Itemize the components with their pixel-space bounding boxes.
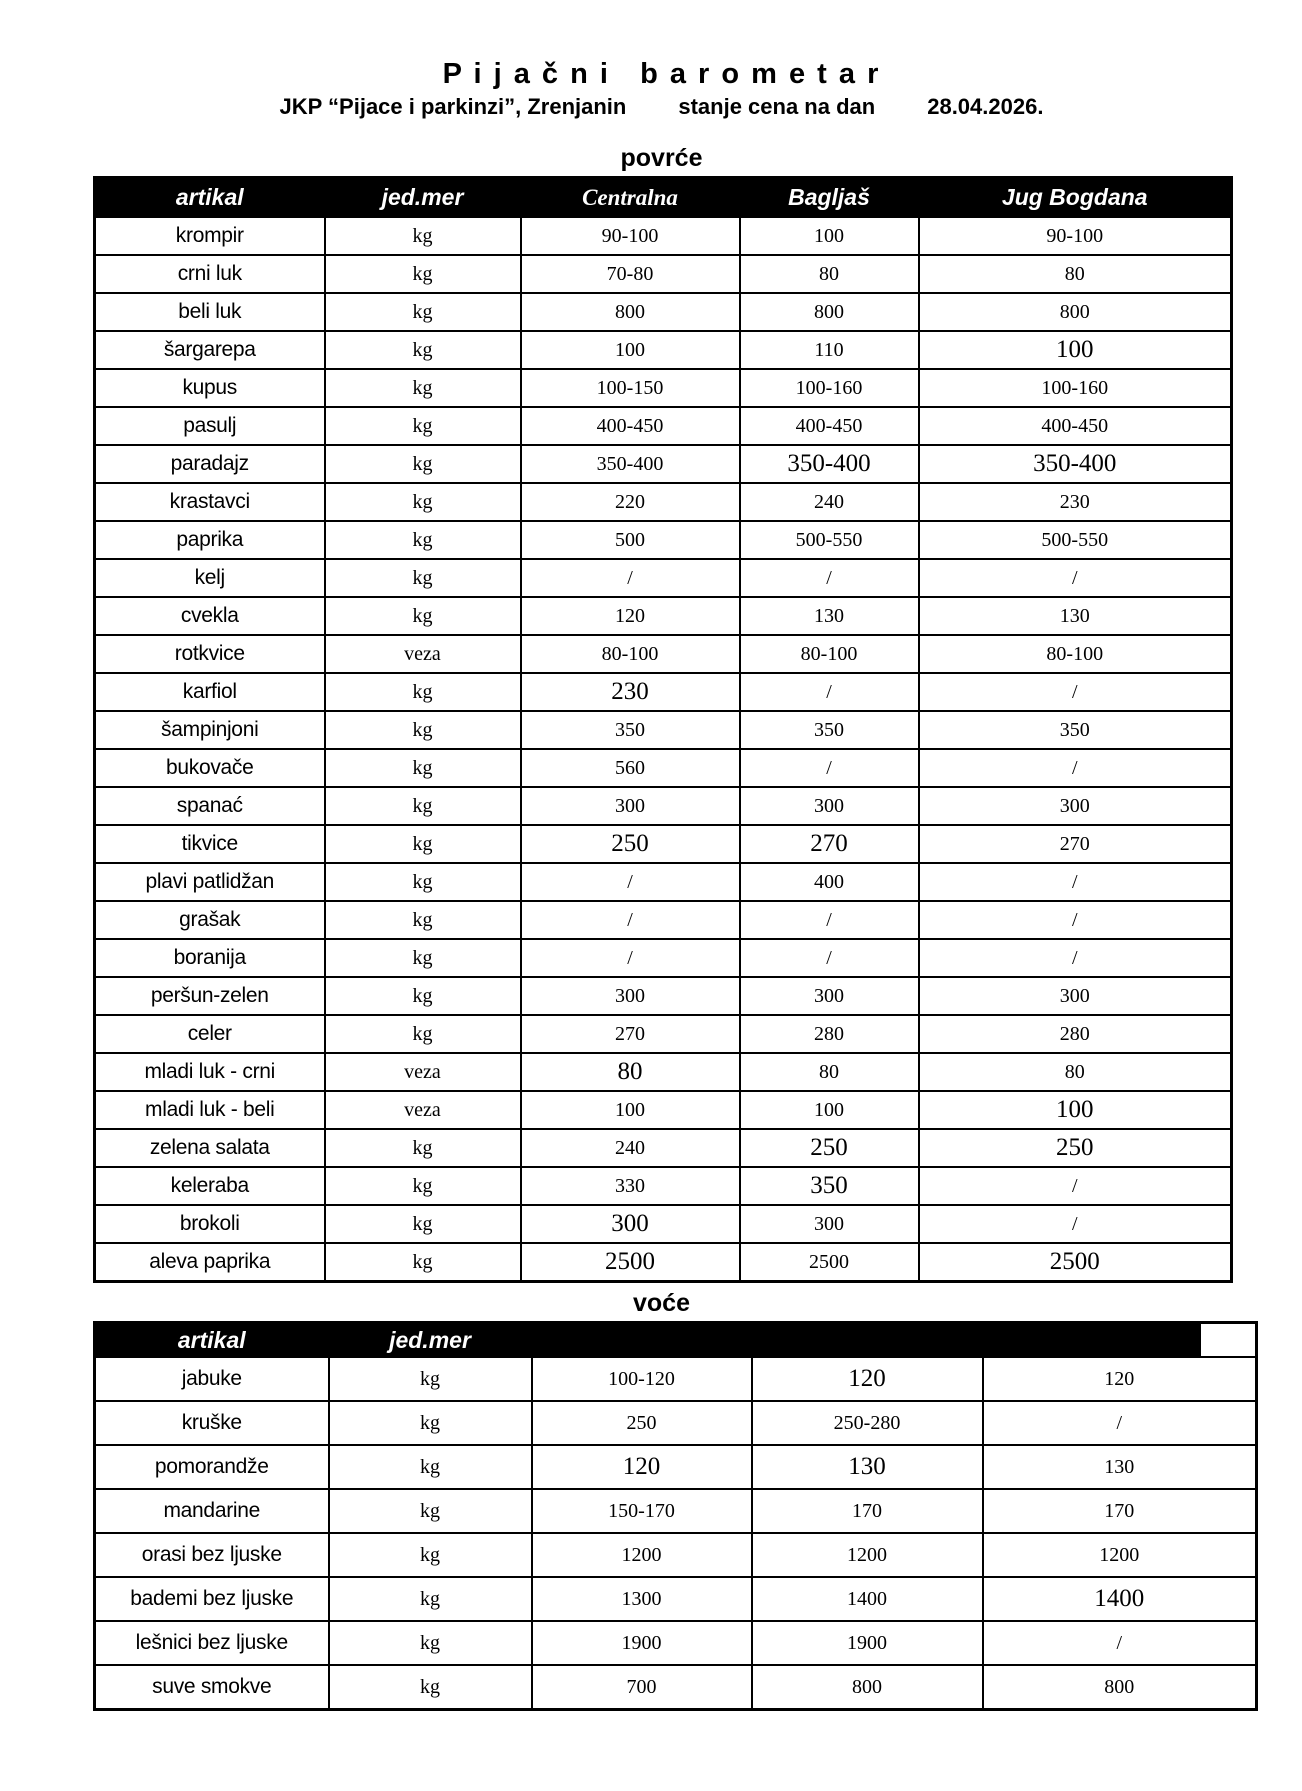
item-name: kruške [95,1401,329,1445]
price-cell: / [740,749,919,787]
price-cell: 130 [752,1445,983,1489]
price-cell: 90-100 [521,217,740,255]
item-name: peršun-zelen [95,977,325,1015]
unit-cell: kg [325,217,521,255]
fruits-section-title: voće [633,1289,690,1317]
item-name: keleraba [95,1167,325,1205]
unit-cell: kg [325,863,521,901]
price-cell: 560 [521,749,740,787]
unit-cell: kg [325,711,521,749]
price-cell: 110 [740,331,919,369]
table-row [95,1489,1257,1533]
price-cell: 350-400 [919,445,1232,483]
price-cell: 1200 [532,1533,752,1577]
price-cell: / [919,559,1232,597]
column-header-empty [752,1323,983,1358]
price-cell: 120 [521,597,740,635]
item-name: lešnici bez ljuske [95,1621,329,1665]
column-header-jed-mer: jed.mer [329,1323,532,1358]
table-row [95,293,1232,331]
column-header-artikal: artikal [95,1323,329,1358]
price-cell: 500 [521,521,740,559]
unit-cell: veza [325,1053,521,1091]
price-cell: 350 [740,1167,919,1205]
table-row [95,673,1232,711]
header-row [95,178,1232,218]
price-cell: 100 [740,1091,919,1129]
price-cell: 100-160 [740,369,919,407]
column-header-empty [983,1323,1257,1358]
item-name: plavi patlidžan [95,863,325,901]
price-cell: / [740,901,919,939]
table-row [95,1533,1257,1577]
price-cell: 270 [521,1015,740,1053]
price-cell: 300 [740,977,919,1015]
price-cell: 80 [740,255,919,293]
unit-cell: kg [325,673,521,711]
price-cell: 240 [740,483,919,521]
price-cell: 2500 [740,1243,919,1282]
price-cell: 400-450 [740,407,919,445]
table-row [95,1243,1232,1282]
item-name: mladi luk - crni [95,1053,325,1091]
column-header-jed-mer: jed.mer [325,178,521,218]
price-cell: 250 [919,1129,1232,1167]
price-cell: 330 [521,1167,740,1205]
price-cell: 100 [521,331,740,369]
vegetables-table-head [95,178,1232,218]
price-cell: 1200 [752,1533,983,1577]
unit-cell: kg [329,1577,532,1621]
price-cell: 1900 [752,1621,983,1665]
unit-cell: kg [329,1489,532,1533]
price-cell: / [919,939,1232,977]
column-header-artikal: artikal [95,178,325,218]
price-cell: 350 [919,711,1232,749]
vegetables-table-body [95,217,1232,1282]
item-name: brokoli [95,1205,325,1243]
price-cell: 70-80 [521,255,740,293]
item-name: mladi luk - beli [95,1091,325,1129]
price-cell: 300 [919,977,1232,1015]
item-name: šargarepa [95,331,325,369]
price-cell: 400 [740,863,919,901]
price-cell: 300 [521,977,740,1015]
fruits-table-head [95,1323,1257,1358]
item-name: beli luk [95,293,325,331]
table-row [95,1445,1257,1489]
price-cell: 120 [532,1445,752,1489]
column-header-bagljas: Bagljaš [740,178,919,218]
table-row [95,217,1232,255]
document-subtitle [93,94,1230,120]
item-name: krastavci [95,483,325,521]
unit-cell: kg [325,331,521,369]
price-cell: 300 [521,787,740,825]
unit-cell: kg [325,787,521,825]
price-cell: / [919,673,1232,711]
unit-cell: kg [329,1445,532,1489]
unit-cell: kg [329,1665,532,1710]
price-cell: 90-100 [919,217,1232,255]
table-row [95,787,1232,825]
table-row [95,445,1232,483]
price-cell: 2500 [521,1243,740,1282]
price-cell: 80 [740,1053,919,1091]
unit-cell: kg [325,407,521,445]
unit-cell: kg [329,1401,532,1445]
price-cell: 800 [919,293,1232,331]
price-cell: 250 [740,1129,919,1167]
price-cell: 350 [740,711,919,749]
table-row [95,749,1232,787]
item-name: karfiol [95,673,325,711]
price-cell: 130 [740,597,919,635]
unit-cell: kg [325,445,521,483]
price-cell: 350-400 [521,445,740,483]
table-row [95,1167,1232,1205]
price-cell: 800 [983,1665,1257,1710]
price-cell: / [983,1401,1257,1445]
price-cell: 280 [740,1015,919,1053]
item-name: kupus [95,369,325,407]
item-name: bukovače [95,749,325,787]
document-title: P i j a č n i b a r o m e t a r [442,58,881,90]
price-cell: / [919,901,1232,939]
table-row [95,977,1232,1015]
price-cell: 270 [740,825,919,863]
price-cell: 100 [919,331,1232,369]
price-cell: 270 [919,825,1232,863]
price-cell: 150-170 [532,1489,752,1533]
price-cell: 80 [919,255,1232,293]
item-name: paradajz [95,445,325,483]
unit-cell: kg [329,1621,532,1665]
price-cell: 800 [521,293,740,331]
header-row [95,1323,1257,1358]
price-cell: / [521,559,740,597]
price-cell: 100 [521,1091,740,1129]
table-row [95,1401,1257,1445]
item-name: paprika [95,521,325,559]
price-cell: 170 [752,1489,983,1533]
price-cell: 400-450 [521,407,740,445]
table-row [95,635,1232,673]
table-row [95,331,1232,369]
vegetables-section-title: povrće [620,144,703,172]
table-row [95,369,1232,407]
price-cell: 300 [740,787,919,825]
item-name: suve smokve [95,1665,329,1710]
item-name: boranija [95,939,325,977]
organization-name: JKP “Pijace i parkinzi”, Zrenjanin [279,94,627,119]
price-cell: 80 [919,1053,1232,1091]
column-header-empty [532,1323,752,1358]
column-header-jug-bogdana: Jug Bogdana [919,178,1232,218]
unit-cell: kg [325,901,521,939]
unit-cell: kg [325,1167,521,1205]
price-cell: 80 [521,1053,740,1091]
price-cell: 800 [740,293,919,331]
item-name: spanać [95,787,325,825]
price-cell: 80-100 [521,635,740,673]
unit-cell: kg [325,255,521,293]
price-cell: 1400 [752,1577,983,1621]
price-cell: / [740,559,919,597]
price-cell: 500-550 [919,521,1232,559]
item-name: tikvice [95,825,325,863]
price-cell: 250 [532,1401,752,1445]
item-name: zelena salata [95,1129,325,1167]
price-cell: 170 [983,1489,1257,1533]
table-row [95,1621,1257,1665]
price-cell: 230 [919,483,1232,521]
document-header [93,58,1302,120]
price-cell: 100 [740,217,919,255]
price-cell: 80-100 [740,635,919,673]
unit-cell: veza [325,635,521,673]
table-row [95,1053,1232,1091]
table-row [95,407,1232,445]
price-cell: 120 [983,1357,1257,1401]
unit-cell: kg [329,1357,532,1401]
status-label: stanje cena na dan [678,94,876,119]
unit-cell: kg [329,1533,532,1577]
unit-cell: kg [325,825,521,863]
item-name: rotkvice [95,635,325,673]
price-cell: 400-450 [919,407,1232,445]
table-row [95,825,1232,863]
table-row [95,521,1232,559]
price-cell: 100-160 [919,369,1232,407]
price-cell: 250-280 [752,1401,983,1445]
table-row [95,939,1232,977]
table-row [95,901,1232,939]
table-row [95,1357,1257,1401]
price-cell: 350-400 [740,445,919,483]
unit-cell: kg [325,1205,521,1243]
price-cell: 80-100 [919,635,1232,673]
price-cell: 130 [983,1445,1257,1489]
price-cell: 100 [919,1091,1232,1129]
table-row [95,597,1232,635]
price-cell: / [919,749,1232,787]
table-row [95,1015,1232,1053]
price-cell: 500-550 [740,521,919,559]
table-row [95,1665,1257,1710]
unit-cell: kg [325,1129,521,1167]
price-cell: 350 [521,711,740,749]
table-row [95,1577,1257,1621]
unit-cell: kg [325,597,521,635]
item-name: mandarine [95,1489,329,1533]
price-cell: 280 [919,1015,1232,1053]
item-name: aleva paprika [95,1243,325,1282]
unit-cell: kg [325,939,521,977]
unit-cell: kg [325,521,521,559]
price-cell: 2500 [919,1243,1232,1282]
table-row [95,1205,1232,1243]
price-cell: / [919,863,1232,901]
price-cell: 1400 [983,1577,1257,1621]
item-name: cvekla [95,597,325,635]
price-cell: / [521,939,740,977]
price-cell: 220 [521,483,740,521]
table-row [95,863,1232,901]
price-cell: 300 [521,1205,740,1243]
item-name: bademi bez ljuske [95,1577,329,1621]
table-row [95,255,1232,293]
unit-cell: kg [325,369,521,407]
price-cell: 1900 [532,1621,752,1665]
price-cell: 1300 [532,1577,752,1621]
fruits-table-body [95,1357,1257,1710]
item-name: orasi bez ljuske [95,1533,329,1577]
price-cell: 250 [521,825,740,863]
item-name: šampinjoni [95,711,325,749]
price-cell: 120 [752,1357,983,1401]
price-cell: 230 [521,673,740,711]
unit-cell: kg [325,1243,521,1282]
item-name: jabuke [95,1357,329,1401]
table-row [95,1091,1232,1129]
price-cell: 700 [532,1665,752,1710]
item-name: crni luk [95,255,325,293]
price-cell: 130 [919,597,1232,635]
report-date: 28.04.2026. [927,94,1044,119]
price-cell: 100-150 [521,369,740,407]
item-name: kelj [95,559,325,597]
unit-cell: veza [325,1091,521,1129]
fruits-table [93,1321,1258,1711]
item-name: celer [95,1015,325,1053]
price-cell: 800 [752,1665,983,1710]
item-name: pasulj [95,407,325,445]
unit-cell: kg [325,483,521,521]
price-cell: 300 [740,1205,919,1243]
unit-cell: kg [325,977,521,1015]
unit-cell: kg [325,749,521,787]
unit-cell: kg [325,559,521,597]
table-row [95,711,1232,749]
price-cell: / [740,939,919,977]
unit-cell: kg [325,1015,521,1053]
price-cell: 240 [521,1129,740,1167]
column-header-centralna: Centralna [521,178,740,218]
price-cell: / [919,1205,1232,1243]
price-cell: / [740,673,919,711]
vegetables-table [93,176,1233,1283]
price-cell: 100-120 [532,1357,752,1401]
price-cell: / [919,1167,1232,1205]
table-row [95,483,1232,521]
item-name: krompir [95,217,325,255]
table-row [95,1129,1232,1167]
price-cell: / [521,901,740,939]
item-name: grašak [95,901,325,939]
price-cell: / [983,1621,1257,1665]
price-cell: / [521,863,740,901]
price-cell: 1200 [983,1533,1257,1577]
item-name: pomorandže [95,1445,329,1489]
table-row [95,559,1232,597]
price-cell: 300 [919,787,1232,825]
unit-cell: kg [325,293,521,331]
